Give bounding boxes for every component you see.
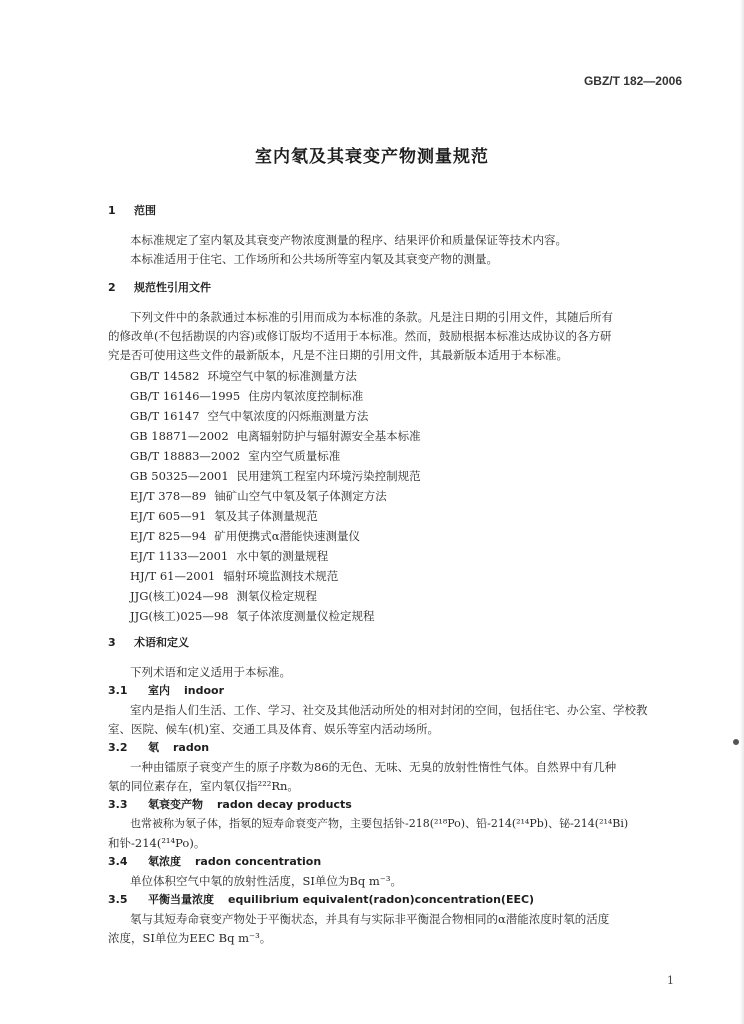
reference-title: 室内空气质量标准 <box>248 449 341 463</box>
paragraph: 下列术语和定义适用于本标准。 <box>130 665 291 679</box>
section-number: 1 <box>108 204 116 217</box>
paragraph-line: 和钋-214(²¹⁴Po)。 <box>108 836 206 850</box>
paragraph-line: 氡与其短寿命衰变产物处于平衡状态，并具有与实际非平衡混合物相同的α潜能浓度时氡的活度 <box>130 912 610 926</box>
paragraph-line: 一种由镭原子衰变产生的原子序数为86的无色、无味、无臭的放射性惰性气体。自然界中有几种 <box>130 760 617 774</box>
reference-code: GB/T 14582 <box>130 369 200 383</box>
paragraph-line: 浓度，SI单位为EEC Bq m⁻³。 <box>108 931 272 945</box>
section-2-heading <box>108 281 211 295</box>
term-number: 3.4 <box>108 855 128 868</box>
reference-item <box>130 569 338 583</box>
term-heading <box>108 855 321 869</box>
term-name: 氡衰变产物 <box>148 798 203 811</box>
reference-title: 测氡仪检定规程 <box>236 589 317 603</box>
reference-code: EJ/T 605—91 <box>130 509 207 523</box>
reference-title: 矿用便携式α潜能快速测量仪 <box>214 529 361 543</box>
reference-title: 铀矿山空气中氡及氡子体测定方法 <box>214 489 387 503</box>
term-name: 室内 <box>148 684 170 697</box>
term-english: radon concentration <box>195 855 322 868</box>
reference-code: JJG(核工)024—98 <box>130 589 229 603</box>
reference-item <box>130 449 340 463</box>
standard-code: GBZ/T 182—2006 <box>583 74 682 88</box>
reference-title: 空气中氡浓度的闪烁瓶测量方法 <box>207 409 369 423</box>
reference-item <box>130 529 360 543</box>
reference-item <box>130 429 421 443</box>
term-number: 3.2 <box>108 741 128 754</box>
reference-title: 水中氡的测量规程 <box>236 549 329 563</box>
reference-item <box>130 549 328 563</box>
term-name: 氡浓度 <box>148 855 181 868</box>
section-number: 2 <box>108 281 116 294</box>
term-name: 平衡当量浓度 <box>148 893 214 906</box>
paragraph-line: 的修改单(不包括勘误的内容)或修订版均不适用于本标准。然而，鼓励根据本标准达成协议的各方研 <box>108 329 612 343</box>
term-english: radon decay products <box>217 798 352 811</box>
reference-code: GB/T 16146—1995 <box>130 389 241 403</box>
page-number: 1 <box>667 974 674 987</box>
reference-code: EJ/T 1133—2001 <box>130 549 229 563</box>
paragraph-line: 室内是指人们生活、工作、学习、社交及其他活动所处的相对封闭的空间，包括住宅、办公室、学校教 <box>130 703 648 717</box>
reference-title: 氡及其子体测量规范 <box>214 509 318 523</box>
reference-title: 电离辐射防护与辐射源安全基本标准 <box>236 429 421 443</box>
paragraph-line: 究是否可使用这些文件的最新版本，凡是不注日期的引用文件，其最新版本适用于本标准。 <box>108 348 568 362</box>
term-number: 3.5 <box>108 893 128 906</box>
reference-title: 氡子体浓度测量仪检定规程 <box>236 609 375 623</box>
paragraph-line: 氡的同位素存在，室内氡仅指²²²Rn。 <box>108 779 299 793</box>
paragraph-line: 也常被称为氡子体，指氡的短寿命衰变产物，主要包括钋-218(²¹⁸Po)、铅-214(²¹⁴Pb)、铋-214(²¹⁴Bi) <box>130 817 629 830</box>
reference-title: 民用建筑工程室内环境污染控制规范 <box>236 469 421 483</box>
reference-title: 辐射环境监测技术规范 <box>223 569 339 583</box>
section-3-heading <box>108 636 189 650</box>
reference-item <box>130 509 318 523</box>
term-heading <box>108 684 224 698</box>
section-title: 术语和定义 <box>134 636 189 649</box>
term-english: equilibrium equivalent(radon)concentration(EEC) <box>228 893 535 906</box>
term-heading <box>108 798 352 812</box>
term-name: 氡 <box>148 741 159 754</box>
term-number: 3.1 <box>108 684 128 697</box>
term-heading <box>108 893 534 907</box>
document-title: 室内氡及其衰变产物测量规范 <box>255 147 489 167</box>
reference-item <box>130 469 421 483</box>
section-number: 3 <box>108 636 116 649</box>
term-english: indoor <box>184 684 225 697</box>
scan-speck <box>733 739 739 745</box>
reference-item <box>130 489 387 503</box>
reference-code: GB 18871—2002 <box>130 429 229 443</box>
term-heading <box>108 741 209 755</box>
paragraph-line: 单位体积空气中氡的放射性活度，SI单位为Bq m⁻³。 <box>130 874 402 888</box>
paragraph: 本标准适用于住宅、工作场所和公共场所等室内氡及其衰变产物的测量。 <box>130 252 498 266</box>
reference-item <box>130 389 363 403</box>
reference-item <box>130 409 368 423</box>
section-title: 范围 <box>134 204 156 217</box>
section-title: 规范性引用文件 <box>134 281 211 294</box>
paragraph-line: 下列文件中的条款通过本标准的引用而成为本标准的条款。凡是注日期的引用文件，其随后所有 <box>130 310 613 324</box>
reference-code: EJ/T 378—89 <box>130 489 207 503</box>
reference-title: 环境空气中氡的标准测量方法 <box>207 369 357 383</box>
term-english: radon <box>173 741 210 754</box>
reference-item <box>130 589 317 603</box>
reference-item <box>130 369 357 383</box>
paragraph-line: 室、医院、候车(机)室、交通工具及体育、娱乐等室内活动场所。 <box>108 722 439 736</box>
reference-code: GB/T 18883—2002 <box>130 449 241 463</box>
paragraph: 本标准规定了室内氡及其衰变产物浓度测量的程序、结果评价和质量保证等技术内容。 <box>130 233 567 247</box>
reference-code: GB/T 16147 <box>130 409 200 423</box>
reference-code: GB 50325—2001 <box>130 469 229 483</box>
reference-title: 住房内氡浓度控制标准 <box>248 389 364 403</box>
reference-code: EJ/T 825—94 <box>130 529 207 543</box>
reference-code: JJG(核工)025—98 <box>130 609 229 623</box>
term-number: 3.3 <box>108 798 128 811</box>
reference-item <box>130 609 374 623</box>
section-1-heading <box>108 204 156 218</box>
reference-code: HJ/T 61—2001 <box>130 569 216 583</box>
